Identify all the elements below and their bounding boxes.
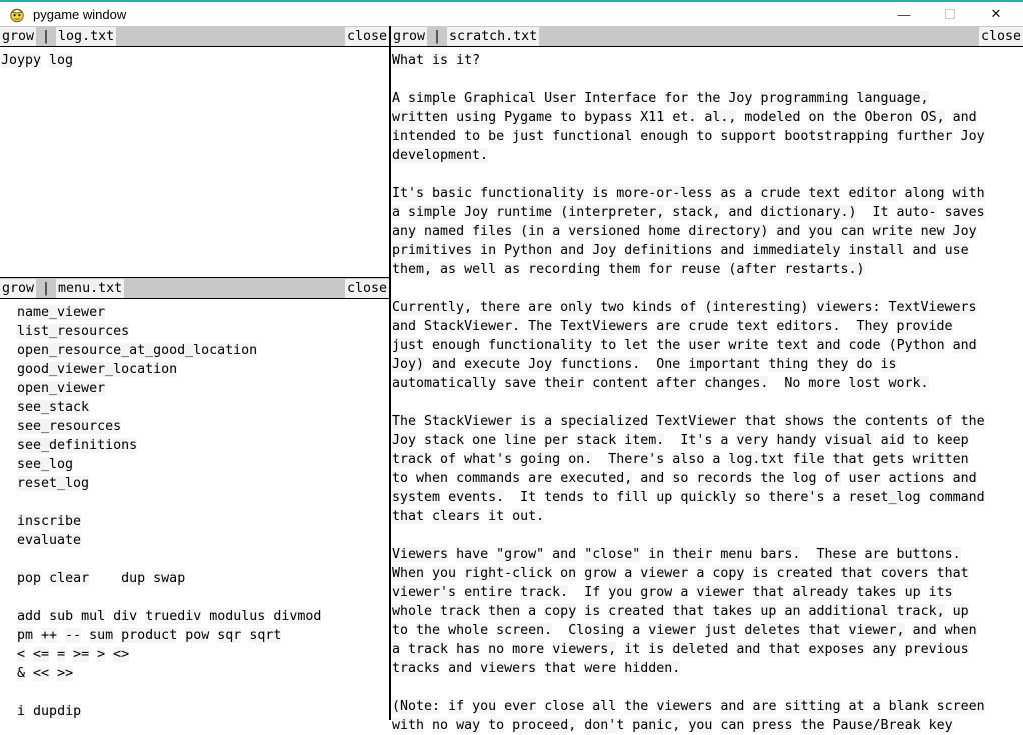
minimize-button[interactable] [881,2,927,26]
viewer-log [0,26,389,277]
menubar-separator: | [433,28,442,44]
close-icon: ✕ [990,6,1002,21]
log-menubar [0,26,389,47]
maximize-icon [945,9,955,19]
log-viewer-title: log.txt [58,28,115,44]
maximize-button[interactable] [927,2,973,26]
viewer-menu [0,277,389,720]
menu-grow-button[interactable]: grow [2,280,35,296]
minimize-icon: — [897,6,911,22]
viewer-scratch [391,26,1023,733]
menubar-separator: | [42,28,51,44]
scratch-viewer-title: scratch.txt [449,28,538,44]
left-track [0,26,389,720]
scratch-editor-content[interactable]: What is it? A simple Graphical User Interface for the Joy programming language, written using Pygame to bypass X11 et. al., modeled on the Oberon OS, and intended to be just functional enough to support bootstrapping further Joy development. It's basic functionality is more-or-less as a crude text editor along with a simple Joy runtime (interpreter, stack, and dictionary.) It auto- saves any named files (in a versioned home directory) and you can write new Joy primitives in Python and Joy definitions and immediately install and use them, as well as recording them for reuse (after restarts.) Currently, there are only two kinds of (interesting) viewers: TextViewers and StackViewer. The TextViewers are crude text editors. They provide just enough functionality to let the user write text and code (Python and Joy) and execute Joy functions. One important thing they do is automatically save their content after changes. No more lost work. The StackViewer is a specialized TextViewer that shows the contents of the Joy stack one line per stack item. It's a very handy visual aid to keep track of what's going on. There's also a log.txt file that gets written to when commands are executed, and so records the log of user actions and system events. It tends to fill up quickly so there's a reset_log command that clears it out. Viewers have "grow" and "close" in their menu bars. These are buttons. When you right-click on grow a viewer a copy is created that covers that viewer's entire track. If you grow a viewer that already takes up its whole track then a copy is created that takes up an additional track, up to the whole screen. Closing a viewer just deletes that viewer, and when a track has no more viewers, it is deleted and that exposes any previous tracks and viewers that were hidden. (Note: if you ever close all the viewers and are sitting at a blank screen with no way to proceed, don't panic, you can press the Pause/Break key [391,47,1023,720]
workspace [0,26,1023,733]
window-close-button[interactable] [973,2,1019,26]
scratch-grow-button[interactable]: grow [393,28,426,44]
log-editor-content[interactable]: Joypy log [0,47,389,277]
window-title: pygame window [33,6,127,22]
scratch-close-button[interactable]: close [980,28,1021,44]
menubar-separator: | [42,280,51,296]
log-grow-button[interactable]: grow [2,28,35,44]
log-close-button[interactable]: close [346,28,387,44]
right-track [389,26,1023,733]
menu-close-button[interactable]: close [346,280,387,296]
menu-viewer-title: menu.txt [58,280,123,296]
window-titlebar [0,2,1023,26]
menu-editor-content[interactable]: name_viewer list_resources open_resource_at_good_location good_viewer_location open_viewer see_stack see_resources see_definitions see_log reset_log inscribe evaluate pop clear dup swap add sub mul div truediv modulus divmod pm ++ -- sum product pow sqr sqrt < <= = >= > <> & << >> i dupdip [0,299,389,720]
pygame-icon [9,6,25,22]
scratch-menubar [391,26,1023,47]
menu-menubar [0,278,389,299]
